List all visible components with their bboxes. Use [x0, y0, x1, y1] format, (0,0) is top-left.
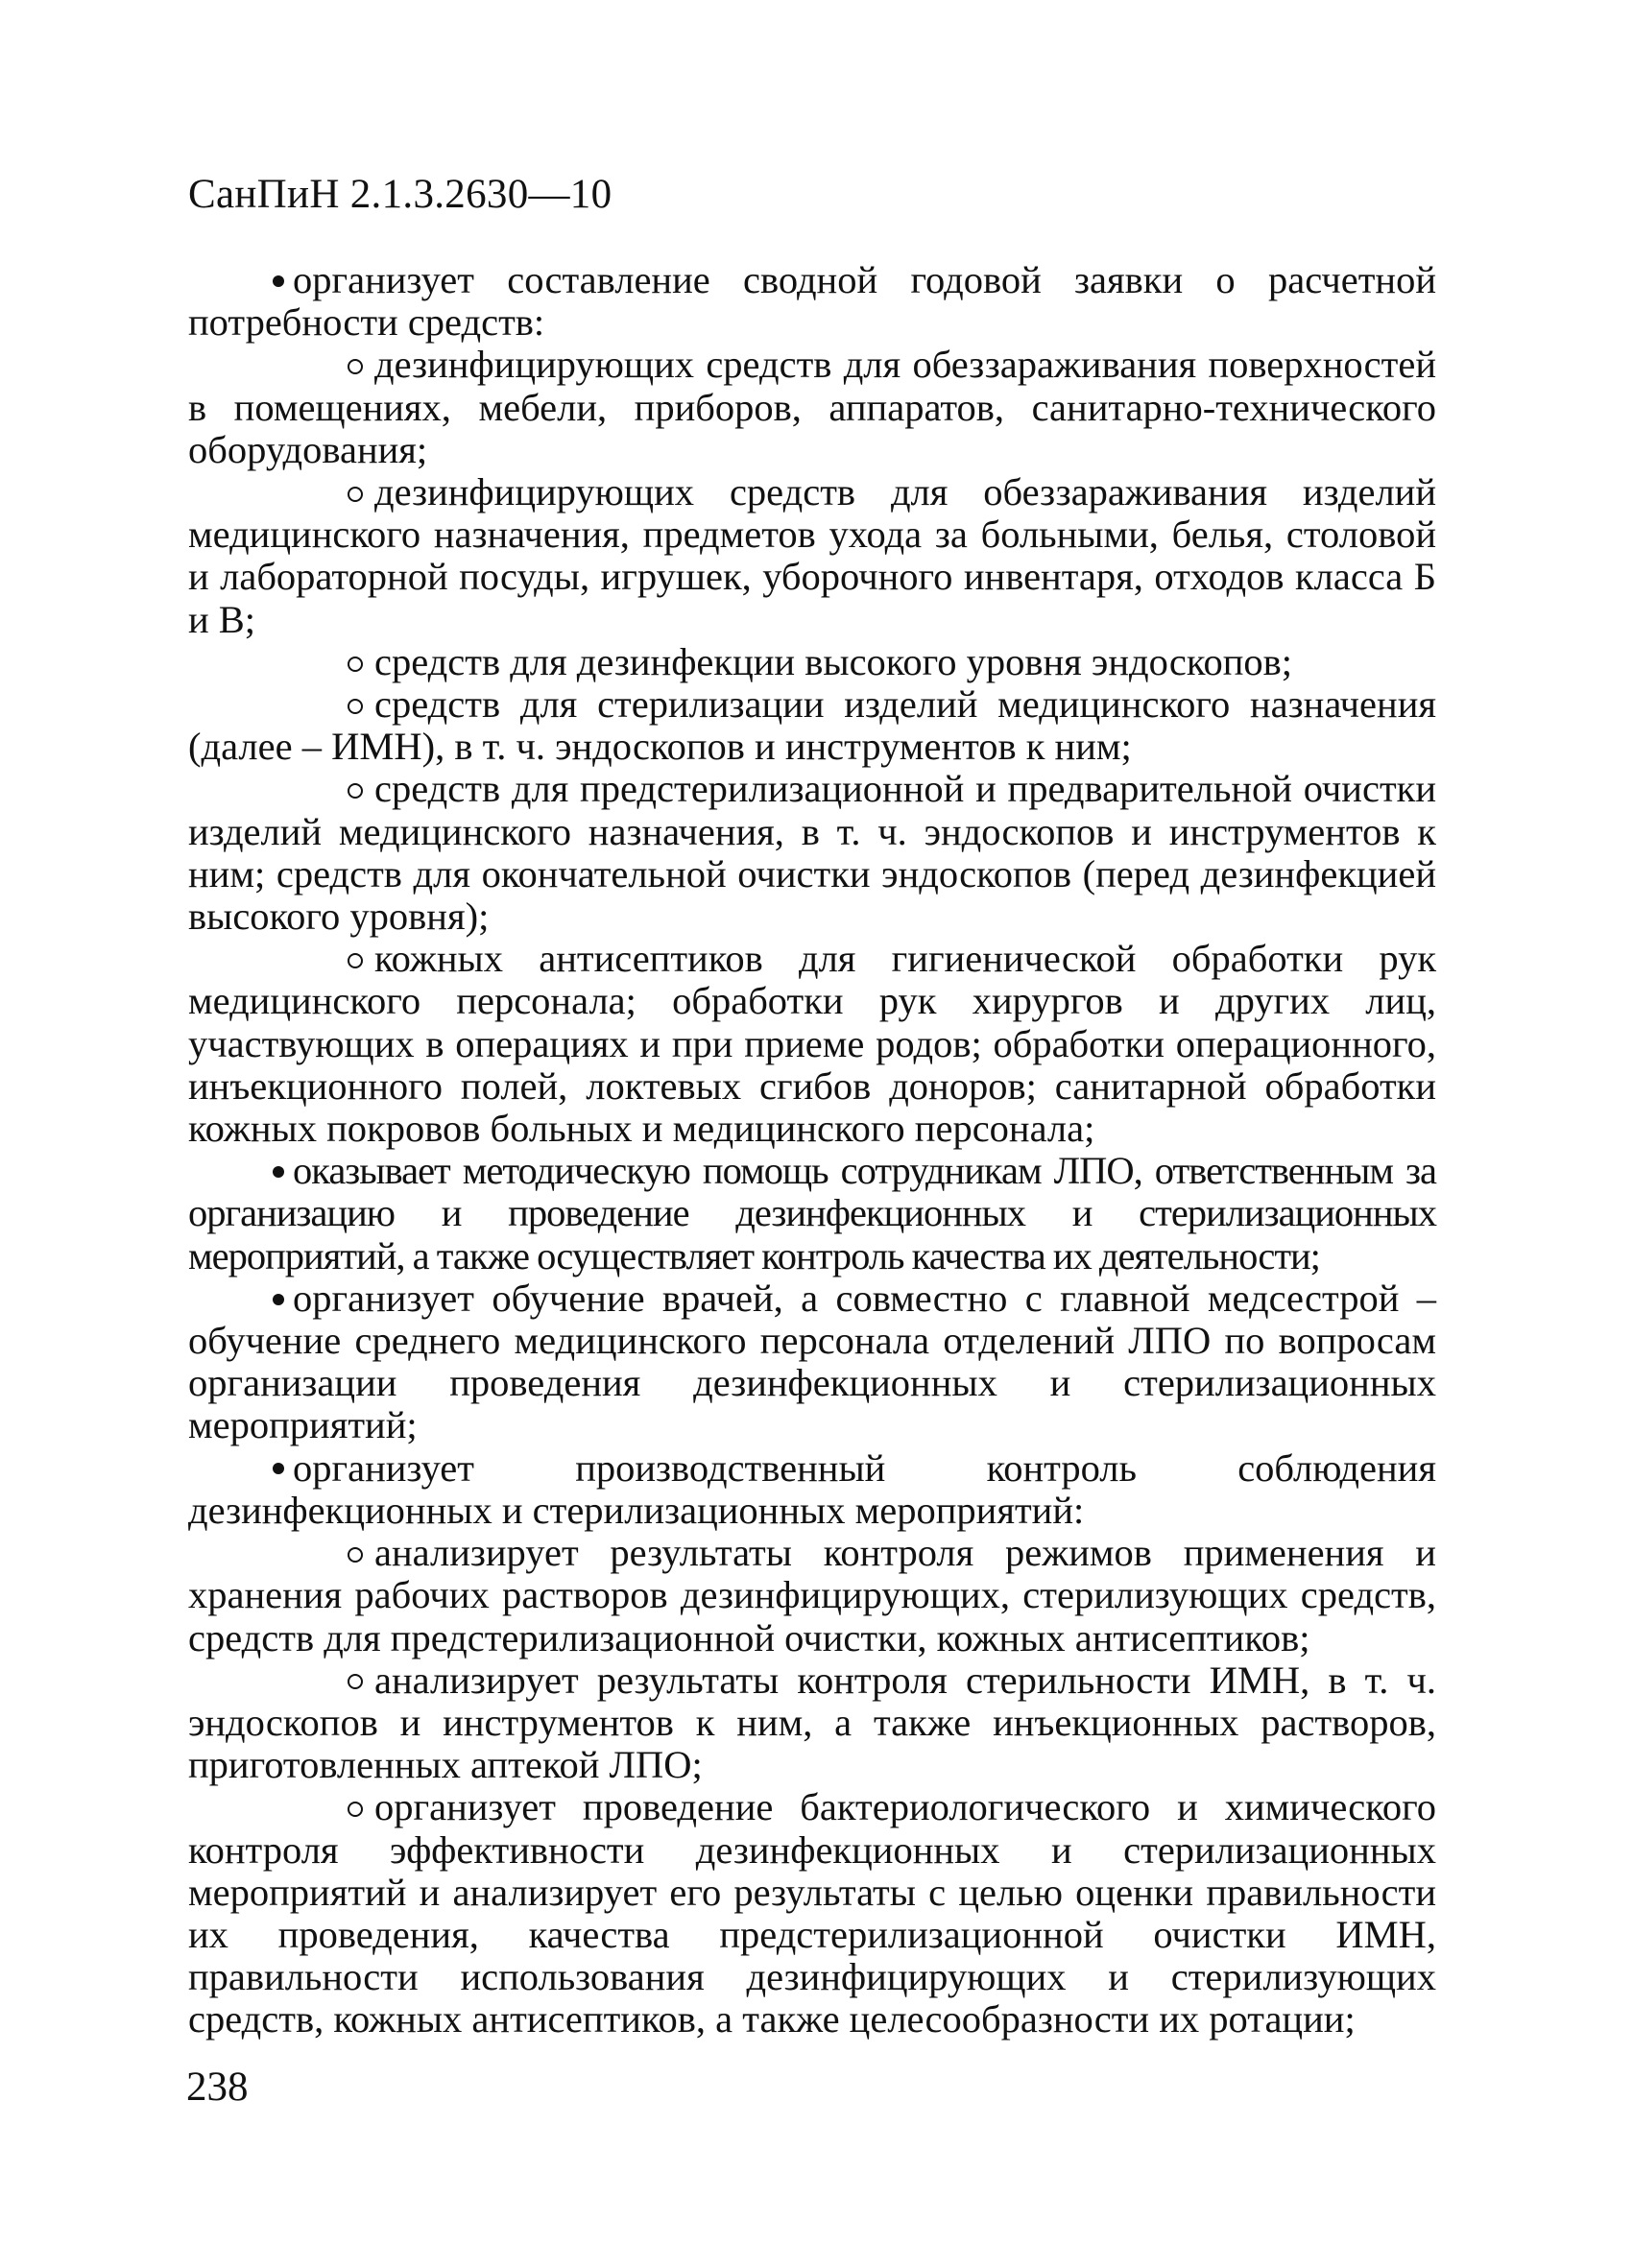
- hollow-circle-bullet-icon: [348, 699, 363, 714]
- paragraph-text: дезинфицирующих средств для обеззараживания изделий медицинского назначения, предметов ухода за больными, белья, столовой и лабораторной посуды, игрушек, уборочного инвентаря, отходов класса Б и В;: [188, 470, 1436, 641]
- paragraph-text: дезинфицирующих средств для обеззараживания поверхностей в помещениях, мебели, приборов, аппаратов, санитарно-технического оборудования;: [188, 343, 1436, 471]
- body-text: [188, 259, 1436, 2041]
- paragraph-text: организует проведение бактериологического и химического контроля эффективности дезинфекционных и стерилизационных мероприятий и анализирует его результаты с целью оценки правильности их проведения, качества предстерилизационной очистки ИМН, правильности использования дезинфицирующих и стерилизующих средств, кожных антисептиков, а также целесообразности их ротации;: [188, 1785, 1436, 2041]
- hollow-circle-bullet-icon: [348, 1547, 363, 1563]
- sub-item-paragraph: [188, 641, 1436, 683]
- paragraph-text: кожных антисептиков для гигиенической обработки рук медицинского персонала; обработки рук хирургов и других лиц, участвующих в операциях и при приеме родов; обработки операционного, инъекционного полей, локтевых сгибов доноров; санитарной обработки кожных покровов больных и медицинского персонала;: [188, 937, 1436, 1151]
- bullet-dot-icon: [273, 1294, 284, 1305]
- hollow-circle-bullet-icon: [348, 657, 363, 672]
- hollow-circle-bullet-icon: [348, 1674, 363, 1689]
- hollow-circle-bullet-icon: [348, 359, 363, 374]
- bullet-paragraph: [188, 1150, 1436, 1277]
- paragraph-text: средств для предстерилизационной и предварительной очистки изделий медицинского назначения, в т. ч. эндоскопов и инструментов к ним; средств для окончательной очистки эндоскопов (перед дезинфекцией высокого уровня);: [188, 767, 1436, 939]
- sub-item-paragraph: [188, 471, 1436, 641]
- bullet-dot-icon: [273, 1166, 284, 1178]
- hollow-circle-bullet-icon: [348, 487, 363, 502]
- hollow-circle-bullet-icon: [348, 783, 363, 799]
- sub-item-paragraph: [188, 768, 1436, 938]
- sub-item-paragraph: [188, 344, 1436, 471]
- bullet-paragraph: [188, 1277, 1436, 1447]
- sub-item-paragraph: [188, 938, 1436, 1150]
- sub-item-paragraph: [188, 1786, 1436, 2041]
- paragraph-text: организует обучение врачей, а совместно с главной медсестрой – обучение среднего медицинского персонала отделений ЛПО по вопросам организации проведения дезинфекционных и стерилизационных мероприятий;: [188, 1276, 1436, 1447]
- paragraph-text: средств для стерилизации изделий медицинского назначения (далее – ИМН), в т. ч. эндоскопов и инструментов к ним;: [188, 682, 1436, 769]
- sub-item-paragraph: [188, 1659, 1436, 1787]
- bullet-paragraph: [188, 1447, 1436, 1532]
- bullet-dot-icon: [273, 275, 284, 287]
- page-number: 238: [186, 2065, 249, 2110]
- running-header: СанПиН 2.1.3.2630—10: [188, 172, 612, 217]
- paragraph-text: организует производственный контроль соблюдения дезинфекционных и стерилизационных мероприятий:: [188, 1445, 1436, 1532]
- bullet-paragraph: [188, 259, 1436, 344]
- paragraph-text: средств для дезинфекции высокого уровня эндоскопов;: [374, 639, 1293, 683]
- paragraph-text: оказывает методическую помощь сотрудникам ЛПО, ответственным за организацию и проведение дезинфекционных и стерилизационных мероприятий, а также осуществляет контроль качества их деятельности;: [188, 1149, 1436, 1277]
- paragraph-text: организует составление сводной годовой заявки о расчетной потребности средств:: [188, 258, 1436, 345]
- paragraph-text: анализирует результаты контроля режимов применения и хранения рабочих растворов дезинфицирующих, стерилизующих средств, средств для предстерилизационной очистки, кожных антисептиков;: [188, 1531, 1436, 1659]
- hollow-circle-bullet-icon: [348, 1802, 363, 1817]
- paragraph-text: анализирует результаты контроля стерильности ИМН, в т. ч. эндоскопов и инструментов к ним, а также инъекционных растворов, приготовленных аптекой ЛПО;: [188, 1658, 1436, 1787]
- sub-item-paragraph: [188, 1532, 1436, 1659]
- bullet-dot-icon: [273, 1463, 284, 1474]
- hollow-circle-bullet-icon: [348, 953, 363, 968]
- sub-item-paragraph: [188, 683, 1436, 768]
